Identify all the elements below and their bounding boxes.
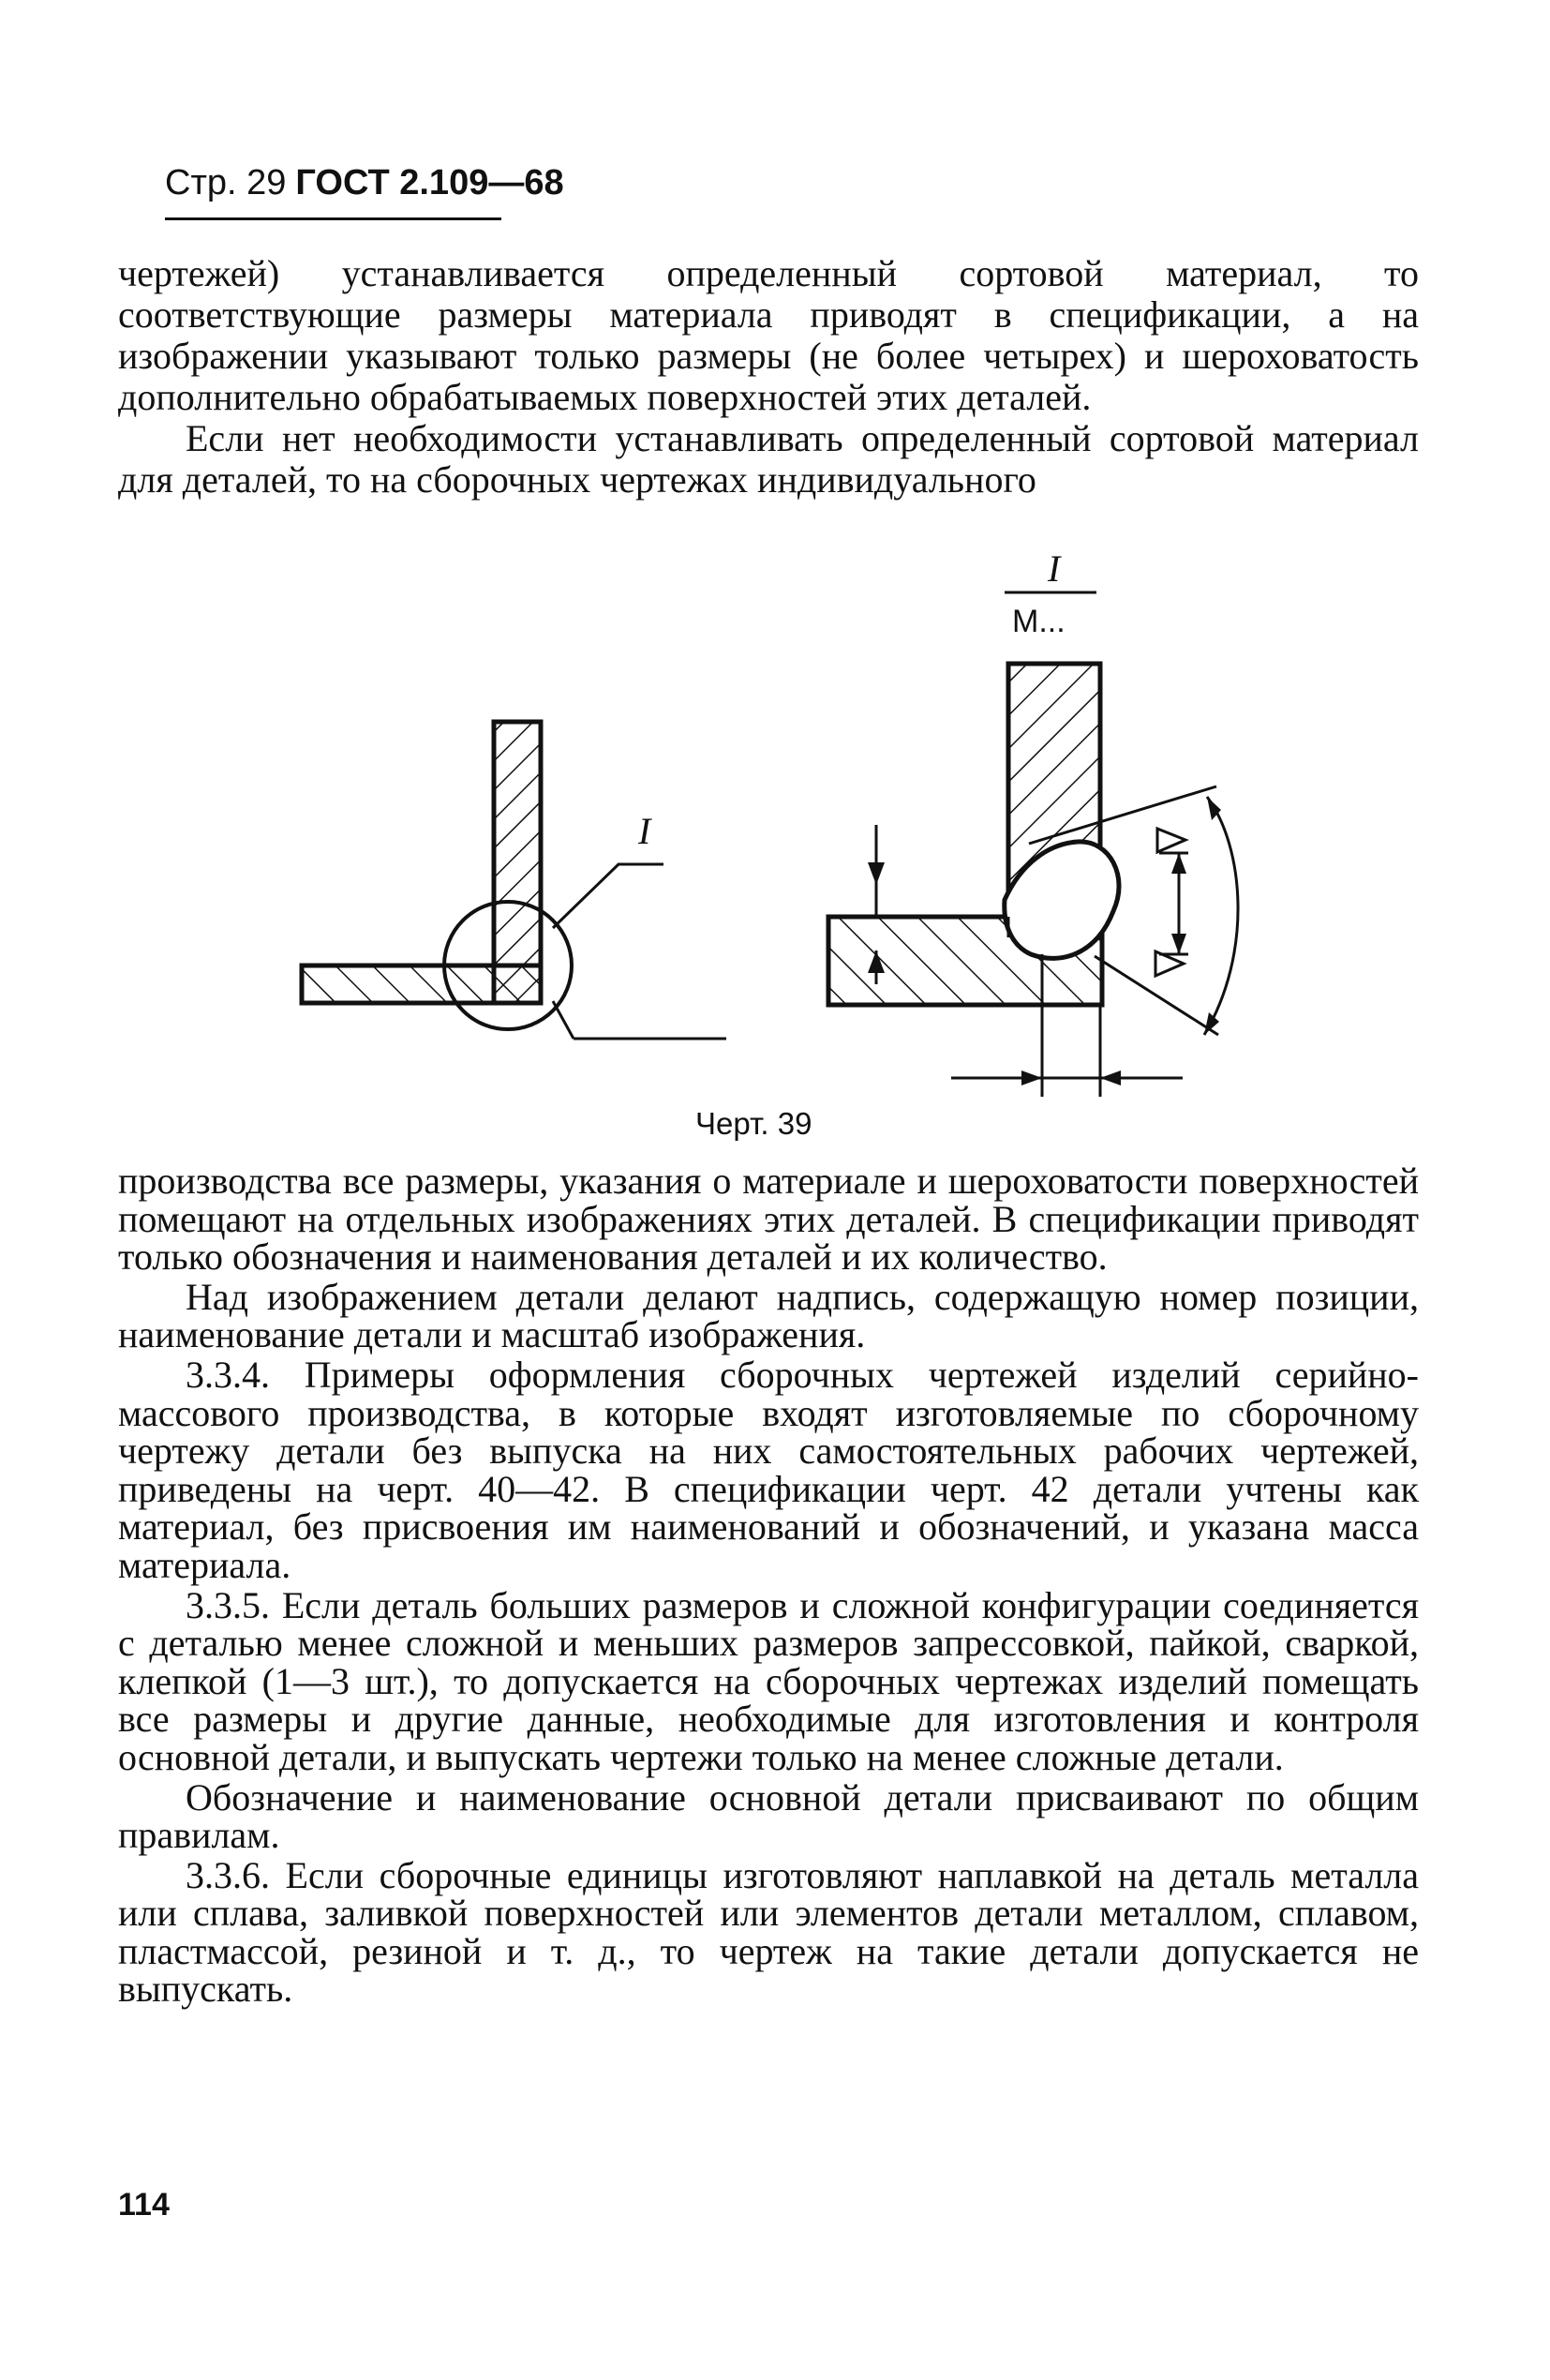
top-paragraph-2: Если нет необходимости устанавливать определенный сортовой материал для деталей, то на сборочных чертежах индивидуального — [118, 417, 1419, 501]
bottom-paragraph-4: 3.3.5. Если деталь больших размеров и сложной конфигурации соединяется с деталью менее сложной и меньших размеров запрессовкой, пайкой, сваркой, клепкой (1—3 шт.), то допускается на сборочных чертежах изделий помещать все размеры и другие данные, необходимые для изготовления и контроля основной детали, и выпускать чертежи только на менее сложные детали. — [118, 1583, 1419, 1778]
left-view — [302, 722, 726, 1039]
bottom-paragraph-1: производства все размеры, указания о материале и шероховатости поверхностей помещают на отдельных изображениях этих деталей. В спецификации приводят только обозначения и наименования деталей и их количество. — [118, 1160, 1419, 1279]
bottom-text-block — [118, 1162, 1419, 2011]
bottom-paragraph-5: Обозначение и наименование основной детали присваивают по общим правилам. — [118, 1775, 1419, 1857]
technical-drawing — [0, 0, 1550, 1172]
top-paragraph-1: чертежей) устанавливается определенный сортовой материал, то соответствующие размеры материала приводят в спецификации, а на изображении указывают только размеры (не более четырех) и шероховатость дополнительно обрабатываемых поверхностей этих деталей. — [118, 252, 1419, 418]
bottom-paragraph-6: 3.3.6. Если сборочные единицы изготовляют наплавкой на деталь металла или сплава, заливкой поверхностей или элементов детали металлом, сплавом, пластмассой, резиной и т. д., то чертеж на такие детали допускается не выпускать. — [118, 1853, 1419, 2011]
detail-scale-label: М... — [1012, 604, 1066, 639]
page-number: 114 — [118, 2187, 170, 2223]
detail-i-label: I — [1048, 547, 1061, 590]
standard-number: ГОСТ 2.109—68 — [295, 163, 564, 202]
callout-i-label: I — [638, 810, 651, 852]
page-reference: Стр. 29 — [165, 163, 287, 202]
figure-caption: Черт. 39 — [695, 1106, 812, 1141]
bottom-paragraph-3: 3.3.4. Примеры оформления сборочных чертежей изделий серийно-массового производства, в которые входят изготовляемые по сборочному чертежу детали без выпуска на них самостоятельных рабочих чертежей, приведены на черт. 40—42. В спецификации черт. 42 детали учтены как материал, без присвоения им наименований и обозначений, и указана масса материала. — [118, 1353, 1419, 1586]
detail-view — [828, 547, 1238, 1097]
bottom-paragraph-2: Над изображением детали делают надпись, содержащую номер позиции, наименование детали и масштаб изображения. — [118, 1275, 1419, 1356]
